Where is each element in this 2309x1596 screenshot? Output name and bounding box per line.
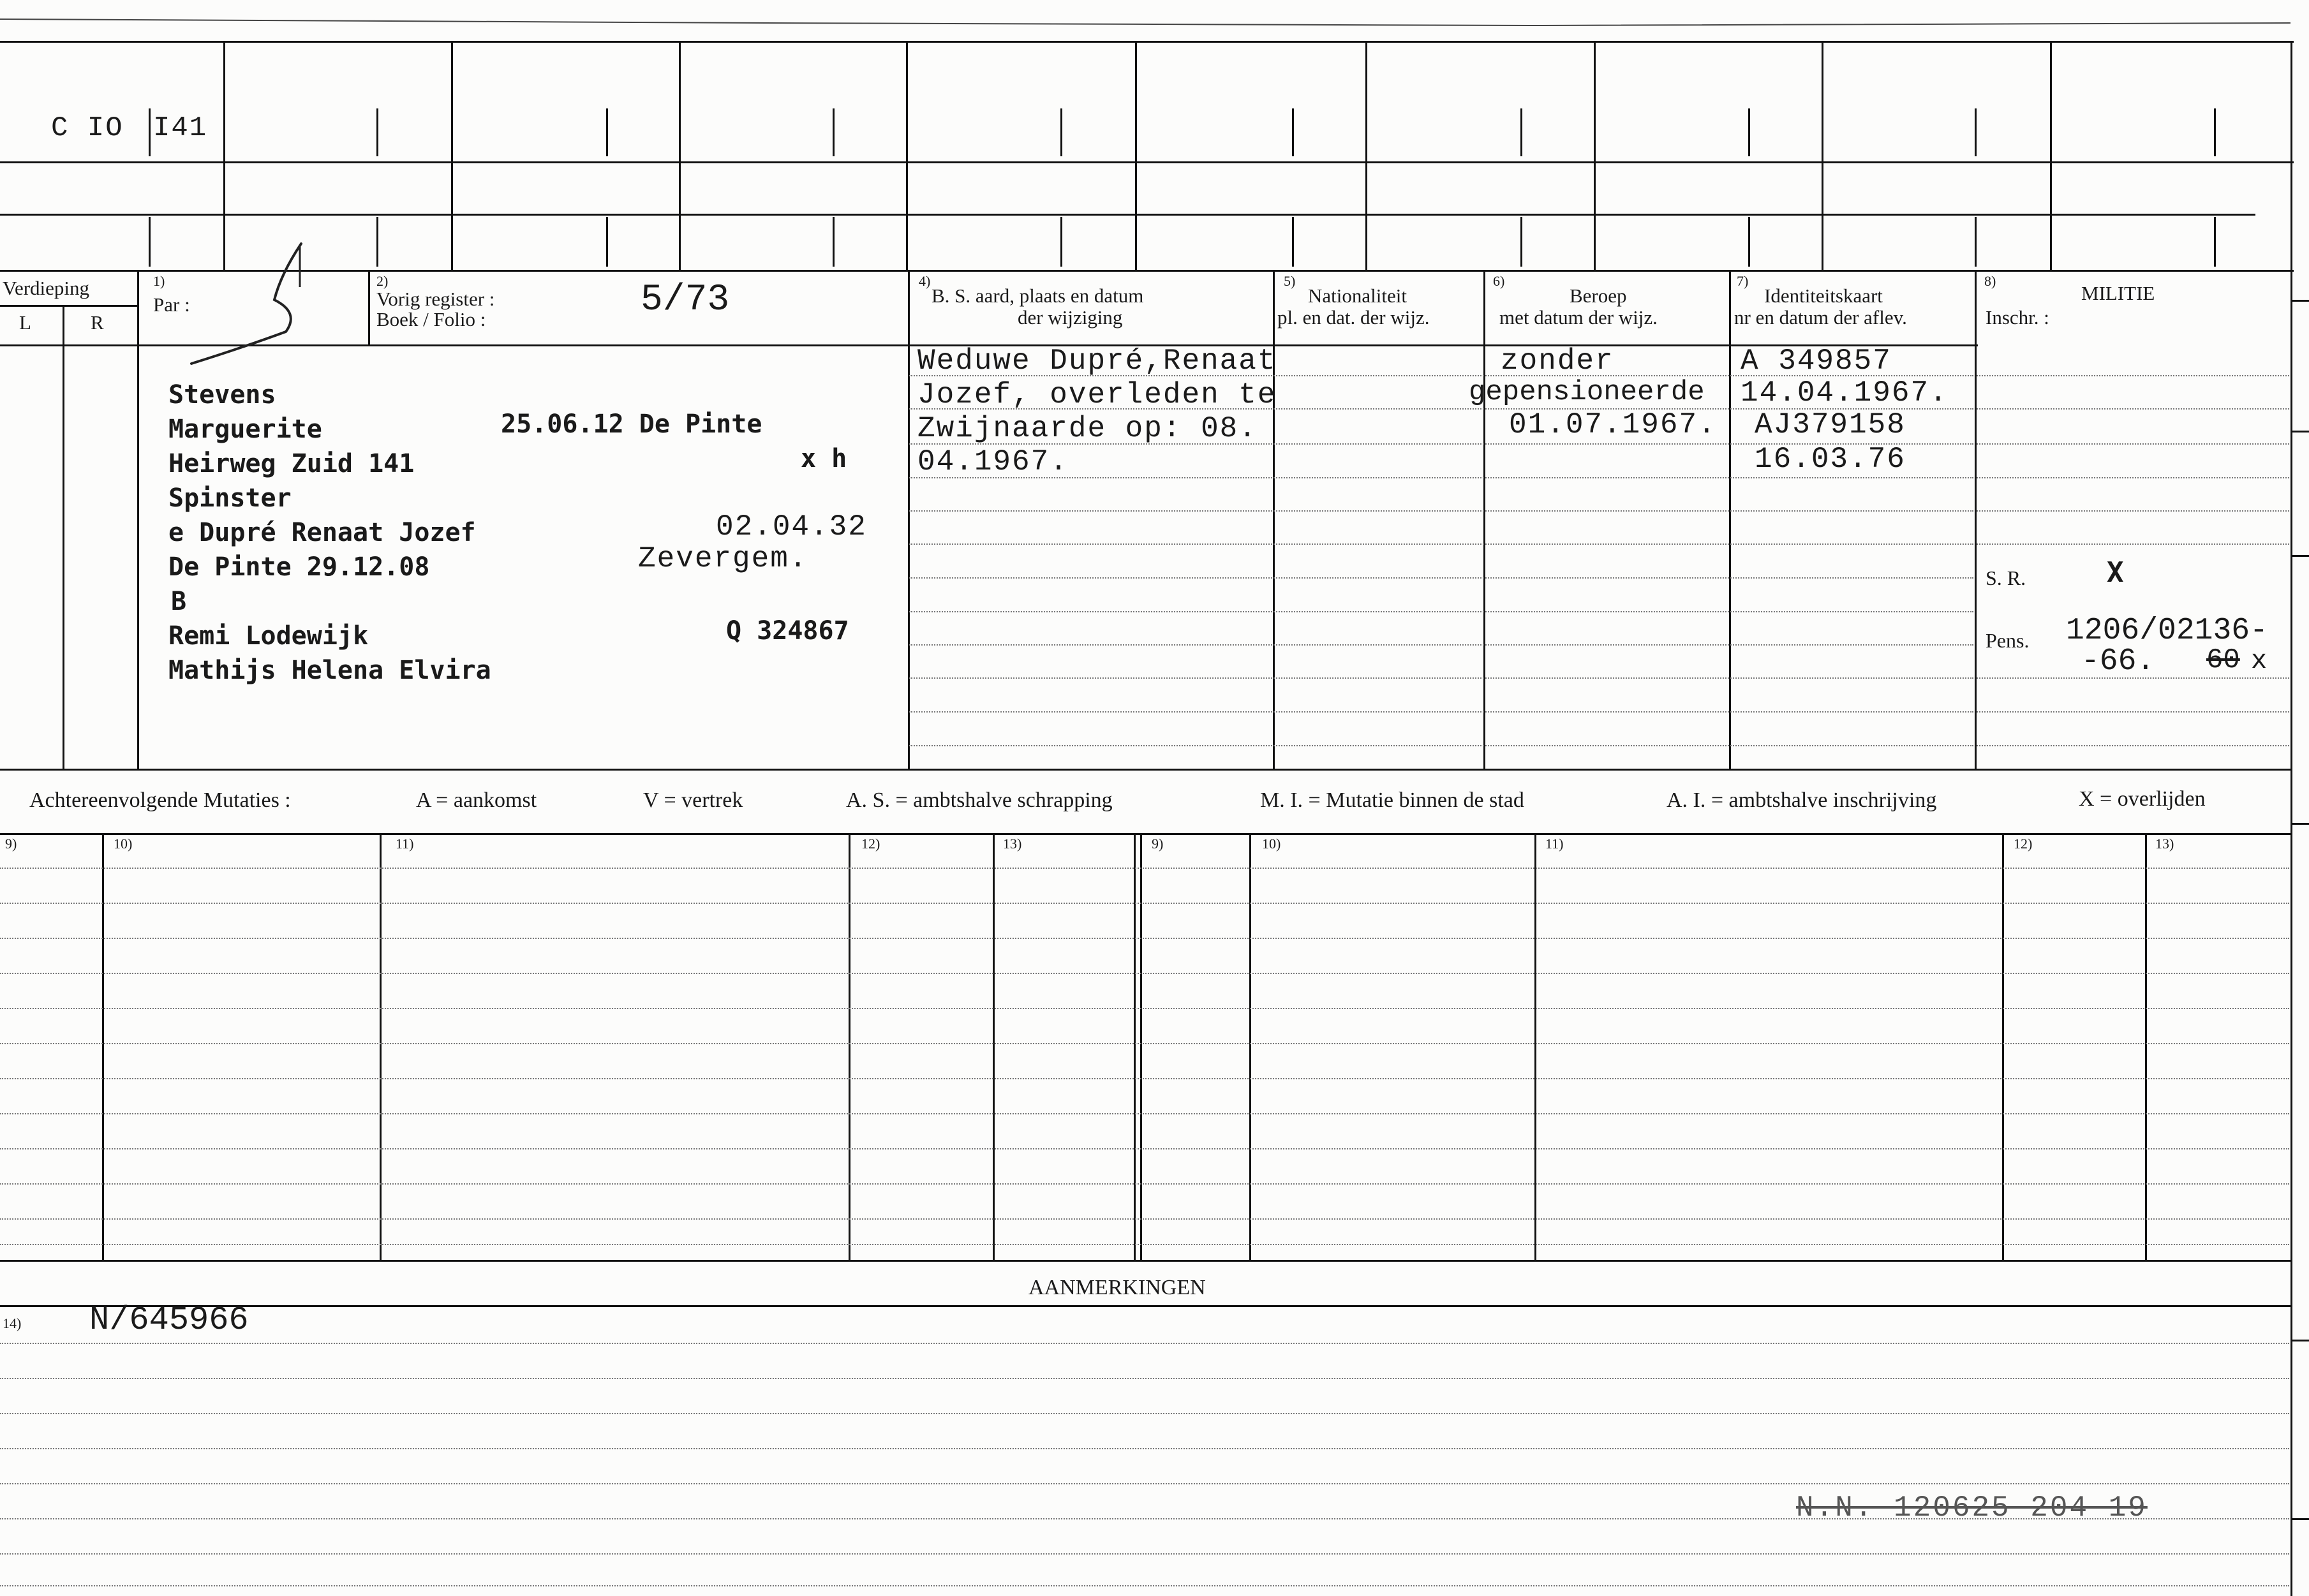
civil-status-line: Weduwe Dupré,Renaat <box>917 344 1277 378</box>
person-mark: x h <box>801 444 847 473</box>
pens-line2: -66. <box>2081 644 2155 679</box>
national-number: N.N. 120625 204 19 <box>1796 1491 2148 1525</box>
legend-item: M. I. = Mutatie binnen de stad <box>1260 788 1524 812</box>
col4-line2: der wijziging <box>1018 306 1123 329</box>
pens-x: x <box>2251 646 2268 676</box>
person-father-code: Q 324867 <box>726 616 849 646</box>
col-r-label: R <box>91 311 104 334</box>
legend-item: A = aankomst <box>416 788 537 812</box>
col4-line1: B. S. aard, plaats en datum <box>932 284 1144 307</box>
occupation-line: gepensioneerde <box>1469 376 1705 408</box>
person-birth: 25.06.12 De Pinte <box>501 410 762 439</box>
aanmerkingen-value: N/645966 <box>89 1301 249 1339</box>
sr-label: S. R. <box>1986 566 2026 589</box>
boek-folio-label: Boek / Folio : <box>376 308 486 330</box>
col6-line1: Beroep <box>1570 284 1627 307</box>
person-spouse-birth: De Pinte 29.12.08 <box>168 552 430 582</box>
right-col-number: 10) <box>1262 836 1281 852</box>
left-col-number: 10) <box>114 836 133 852</box>
identity-card-line: 14.04.1967. <box>1741 376 1949 410</box>
aanmerkingen-title: AANMERKINGEN <box>1028 1276 1206 1299</box>
card-number: I41 <box>153 112 208 144</box>
person-letter: B <box>171 587 187 616</box>
person-mother: Mathijs Helena Elvira <box>168 656 491 685</box>
num-2: 2) <box>376 273 389 289</box>
civil-status-line: 04.1967. <box>917 445 1069 478</box>
occupation-line: zonder <box>1501 344 1614 378</box>
vorig-register-value: 5/73 <box>641 279 730 321</box>
card-code: C IO <box>51 112 124 144</box>
person-occupation: Spinster <box>168 484 292 513</box>
pens-struck: 60 <box>2206 644 2240 676</box>
col5-line1: Nationaliteit <box>1308 284 1407 307</box>
person-address: Heirweg Zuid 141 <box>168 449 415 478</box>
col-l-label: L <box>19 311 31 334</box>
left-col-number: 11) <box>396 836 414 852</box>
inschr-label: Inschr. : <box>1986 306 2049 329</box>
num-8: 8) <box>1984 273 1996 289</box>
person-marriage-place: Zevergem. <box>638 542 808 575</box>
person-father: Remi Lodewijk <box>168 621 369 651</box>
left-col-number: 12) <box>861 836 880 852</box>
col7-line2: nr en datum der aflev. <box>1734 306 1907 329</box>
mutaties-label: Achtereenvolgende Mutaties : <box>29 788 291 812</box>
right-col-number: 11) <box>1545 836 1564 852</box>
num-5: 5) <box>1284 273 1296 289</box>
pens-line1: 1206/02136- <box>2066 614 2268 648</box>
legend-item: A. I. = ambtshalve inschrijving <box>1667 788 1937 812</box>
vorig-register-label: Vorig register : <box>376 288 495 310</box>
col7-line1: Identiteitskaart <box>1764 284 1883 307</box>
left-col-number: 13) <box>1003 836 1022 852</box>
occupation-line: 01.07.1967. <box>1509 408 1717 441</box>
aanmerkingen-num: 14) <box>3 1315 22 1331</box>
col6-line2: met datum der wijz. <box>1499 306 1658 329</box>
person-surname: Stevens <box>168 380 276 410</box>
person-spouse: e Dupré Renaat Jozef <box>168 518 476 547</box>
num-6: 6) <box>1493 273 1505 289</box>
num-4: 4) <box>919 273 931 289</box>
person-marriage-date: 02.04.32 <box>716 510 867 543</box>
identity-card-line: 16.03.76 <box>1755 443 1906 476</box>
person-firstname: Marguerite <box>168 415 322 444</box>
civil-status-line: Zwijnaarde op: 08. <box>917 412 1258 445</box>
legend-item: A. S. = ambtshalve schrapping <box>846 788 1113 812</box>
left-col-number: 9) <box>5 836 17 852</box>
num-7: 7) <box>1737 273 1749 289</box>
col5-line2: pl. en dat. der wijz. <box>1277 306 1430 329</box>
identity-card-line: A 349857 <box>1741 344 1892 378</box>
identity-card-line: AJ379158 <box>1755 408 1906 441</box>
verdieping-label: Verdieping <box>3 277 90 299</box>
legend-item: X = overlijden <box>2079 787 2206 811</box>
civil-status-line: Jozef, overleden te <box>917 378 1277 411</box>
right-col-number: 13) <box>2155 836 2174 852</box>
num-1: 1) <box>153 273 165 289</box>
par-label: Par : <box>153 293 190 316</box>
right-col-number: 9) <box>1152 836 1164 852</box>
col8-title: MILITIE <box>2081 282 2155 304</box>
pens-label: Pens. <box>1986 629 2030 652</box>
right-col-number: 12) <box>2014 836 2033 852</box>
legend-item: V = vertrek <box>643 788 743 812</box>
sr-value: X <box>2107 556 2124 589</box>
